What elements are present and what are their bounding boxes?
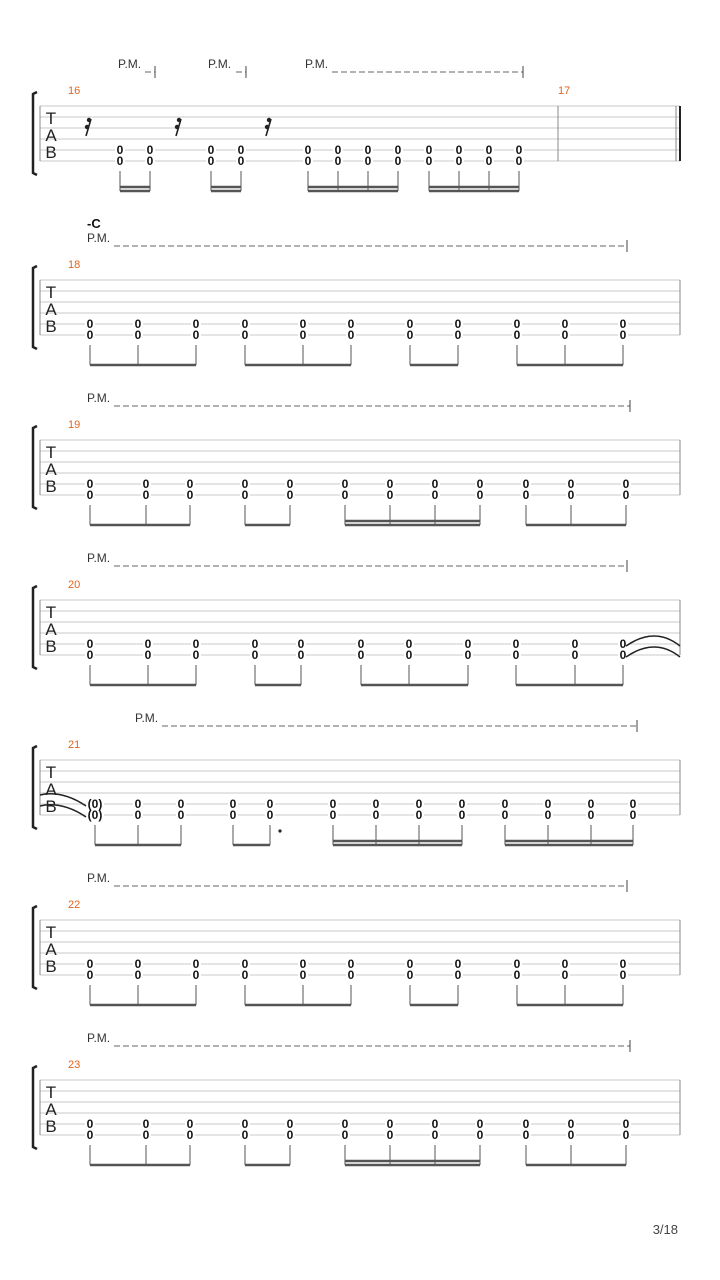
fret-number: 0: [476, 477, 484, 491]
fret-number: 0: [192, 957, 200, 971]
fret-number: 0: [116, 143, 124, 157]
fret-number: 0: [266, 808, 274, 822]
fret-number: 0: [207, 154, 215, 168]
system-bracket: [33, 92, 37, 175]
fret-number: 0: [86, 317, 94, 331]
tab-clef-letter-t: T: [45, 763, 57, 782]
fret-number: 0: [146, 143, 154, 157]
fret-number: 0: [186, 1117, 194, 1131]
measure-number: 17: [558, 85, 571, 97]
fret-number: 0: [405, 637, 413, 651]
fret-number: 0: [544, 808, 552, 822]
fret-number: 0: [186, 477, 194, 491]
fret-number: 0: [454, 968, 462, 982]
tab-system-3: [33, 391, 680, 525]
fret-number: 0: [431, 1117, 439, 1131]
fret-number: 0: [458, 808, 466, 822]
fret-number: 0: [357, 637, 365, 651]
palm-mute-label: P.M.: [87, 391, 111, 405]
fret-number: 0: [134, 797, 142, 811]
fret-number: 0: [177, 808, 185, 822]
tab-clef-letter-a: A: [45, 300, 57, 319]
system-bracket: [33, 426, 37, 509]
fret-number: 0: [241, 1128, 249, 1142]
fret-number: 0: [116, 154, 124, 168]
fret-number: 0: [406, 957, 414, 971]
fret-number: 0: [619, 328, 627, 342]
fret-number: 0: [86, 648, 94, 662]
fret-number: 0: [406, 328, 414, 342]
fret-number: 0: [86, 477, 94, 491]
tab-clef-letter-t: T: [45, 443, 57, 462]
fret-number: 0: [386, 1128, 394, 1142]
fret-number: 0: [619, 968, 627, 982]
system-bracket: [33, 746, 37, 829]
palm-mute-label: P.M.: [118, 57, 142, 71]
fret-number: 0: [619, 317, 627, 331]
tab-clef-letter-b: B: [45, 143, 57, 162]
tab-clef-letter-b: B: [45, 1117, 57, 1136]
fret-number: 0: [86, 1128, 94, 1142]
fret-number: 0: [286, 477, 294, 491]
fret-number: 0: [86, 488, 94, 502]
tab-clef-letter-a: A: [45, 940, 57, 959]
fret-number: 0: [207, 143, 215, 157]
fret-number: (0): [87, 808, 103, 822]
fret-number: 0: [431, 488, 439, 502]
tab-clef-letter-b: B: [45, 797, 57, 816]
fret-number: 0: [86, 957, 94, 971]
fret-number: 0: [229, 808, 237, 822]
fret-number: 0: [286, 1117, 294, 1131]
fret-number: 0: [134, 317, 142, 331]
palm-mute-label: P.M.: [208, 57, 232, 71]
fret-number: 0: [241, 317, 249, 331]
sixteenth-rest-icon: [265, 118, 271, 136]
tab-system-4: [33, 551, 680, 685]
fret-number: 0: [567, 488, 575, 502]
fret-number: 0: [192, 968, 200, 982]
palm-mute-label: P.M.: [135, 711, 159, 725]
tab-clef-letter-t: T: [45, 1083, 57, 1102]
fret-number: 0: [522, 1117, 530, 1131]
fret-number: 0: [415, 797, 423, 811]
fret-number: 0: [237, 154, 245, 168]
fret-number: 0: [142, 488, 150, 502]
fret-number: 0: [454, 328, 462, 342]
fret-number: 0: [425, 154, 433, 168]
fret-number: 0: [512, 637, 520, 651]
fret-number: 0: [622, 477, 630, 491]
fret-number: 0: [251, 648, 259, 662]
fret-number: 0: [513, 317, 521, 331]
fret-number: 0: [251, 637, 259, 651]
fret-number: 0: [237, 143, 245, 157]
fret-number: 0: [241, 488, 249, 502]
palm-mute-label: P.M.: [87, 1031, 111, 1045]
sixteenth-rest-icon: [85, 118, 91, 136]
fret-number: 0: [341, 1128, 349, 1142]
fret-number: 0: [304, 143, 312, 157]
fret-number: 0: [386, 1117, 394, 1131]
fret-number: 0: [86, 1117, 94, 1131]
fret-number: 0: [192, 648, 200, 662]
fret-number: 0: [341, 1117, 349, 1131]
fret-number: 0: [454, 957, 462, 971]
fret-number: 0: [347, 957, 355, 971]
fret-number: 0: [297, 637, 305, 651]
fret-number: 0: [241, 477, 249, 491]
fret-number: 0: [357, 648, 365, 662]
fret-number: 0: [286, 1128, 294, 1142]
fret-number: 0: [415, 808, 423, 822]
fret-number: 0: [629, 808, 637, 822]
tab-clef-letter-a: A: [45, 780, 57, 799]
fret-number: 0: [587, 797, 595, 811]
measure-number: 21: [68, 739, 81, 751]
fret-number: 0: [241, 1117, 249, 1131]
fret-number: 0: [394, 154, 402, 168]
fret-number: 0: [501, 797, 509, 811]
fret-number: 0: [522, 488, 530, 502]
fret-number: 0: [299, 968, 307, 982]
fret-number: 0: [476, 1117, 484, 1131]
fret-number: 0: [144, 637, 152, 651]
fret-number: 0: [622, 488, 630, 502]
fret-number: 0: [458, 797, 466, 811]
palm-mute-label: P.M.: [87, 231, 111, 245]
fret-number: 0: [229, 797, 237, 811]
tab-clef-letter-t: T: [45, 603, 57, 622]
fret-number: 0: [86, 637, 94, 651]
fret-number: 0: [561, 968, 569, 982]
fret-number: 0: [192, 637, 200, 651]
fret-number: 0: [394, 143, 402, 157]
fret-number: 0: [425, 143, 433, 157]
tab-clef-letter-a: A: [45, 1100, 57, 1119]
augmentation-dot: [278, 829, 281, 832]
fret-number: 0: [364, 154, 372, 168]
tab-clef-letter-t: T: [45, 923, 57, 942]
fret-number: 0: [142, 477, 150, 491]
tab-system-1: [33, 57, 680, 191]
fret-number: 0: [454, 317, 462, 331]
fret-number: 0: [364, 143, 372, 157]
tab-clef-letter-a: A: [45, 460, 57, 479]
fret-number: 0: [192, 328, 200, 342]
measure-number: 18: [68, 259, 81, 271]
fret-number: 0: [177, 797, 185, 811]
fret-number: 0: [86, 328, 94, 342]
tab-clef-letter-t: T: [45, 283, 57, 302]
tab-system-6: [33, 871, 680, 1005]
fret-number: 0: [134, 328, 142, 342]
tab-clef-letter-b: B: [45, 477, 57, 496]
fret-number: 0: [406, 317, 414, 331]
fret-number: 0: [386, 488, 394, 502]
fret-number: 0: [455, 154, 463, 168]
fret-number: (0): [87, 797, 103, 811]
fret-number: 0: [587, 808, 595, 822]
palm-mute-label: P.M.: [87, 871, 111, 885]
sixteenth-rest-icon: [175, 118, 181, 136]
fret-number: 0: [629, 797, 637, 811]
fret-number: 0: [146, 154, 154, 168]
fret-number: 0: [476, 488, 484, 502]
fret-number: 0: [619, 648, 627, 662]
fret-number: 0: [464, 648, 472, 662]
fret-number: 0: [515, 154, 523, 168]
fret-number: 0: [299, 317, 307, 331]
fret-number: 0: [561, 317, 569, 331]
fret-number: 0: [544, 797, 552, 811]
fret-number: 0: [501, 808, 509, 822]
fret-number: 0: [476, 1128, 484, 1142]
measure-number: 19: [68, 419, 81, 431]
fret-number: 0: [347, 968, 355, 982]
fret-number: 0: [142, 1117, 150, 1131]
fret-number: 0: [299, 328, 307, 342]
measure-number: 22: [68, 899, 81, 911]
fret-number: 0: [86, 968, 94, 982]
tab-clef-letter-a: A: [45, 126, 57, 145]
fret-number: 0: [522, 477, 530, 491]
fret-number: 0: [297, 648, 305, 662]
fret-number: 0: [372, 808, 380, 822]
tab-clef-letter-b: B: [45, 957, 57, 976]
fret-number: 0: [622, 1117, 630, 1131]
fret-number: 0: [192, 317, 200, 331]
fret-number: 0: [286, 488, 294, 502]
tab-system-2: [33, 231, 680, 365]
tab-system-5: [33, 711, 680, 845]
fret-number: 0: [431, 477, 439, 491]
fret-number: 0: [334, 154, 342, 168]
palm-mute-label: P.M.: [305, 57, 329, 71]
fret-number: 0: [513, 957, 521, 971]
palm-mute-label: P.M.: [87, 551, 111, 565]
fret-number: 0: [186, 488, 194, 502]
fret-number: 0: [567, 477, 575, 491]
fret-number: 0: [134, 957, 142, 971]
fret-number: 0: [341, 488, 349, 502]
fret-number: 0: [386, 477, 394, 491]
tab-clef-letter-b: B: [45, 317, 57, 336]
fret-number: 0: [619, 957, 627, 971]
fret-number: 0: [347, 317, 355, 331]
fret-number: 0: [515, 143, 523, 157]
fret-number: 0: [186, 1128, 194, 1142]
fret-number: 0: [406, 968, 414, 982]
system-bracket: [33, 1066, 37, 1149]
tab-clef-letter-a: A: [45, 620, 57, 639]
fret-number: 0: [431, 1128, 439, 1142]
system-bracket: [33, 266, 37, 349]
fret-number: 0: [567, 1117, 575, 1131]
fret-number: 0: [266, 797, 274, 811]
system-bracket: [33, 586, 37, 669]
system-bracket: [33, 906, 37, 989]
fret-number: 0: [522, 1128, 530, 1142]
fret-number: 0: [512, 648, 520, 662]
fret-number: 0: [619, 637, 627, 651]
fret-number: 0: [144, 648, 152, 662]
fret-number: 0: [513, 328, 521, 342]
fret-number: 0: [142, 1128, 150, 1142]
fret-number: 0: [334, 143, 342, 157]
fret-number: 0: [299, 957, 307, 971]
fret-number: 0: [347, 328, 355, 342]
fret-number: 0: [571, 637, 579, 651]
fret-number: 0: [513, 968, 521, 982]
tab-clef-letter-b: B: [45, 637, 57, 656]
tab-system-7: [33, 1031, 680, 1165]
fret-number: 0: [567, 1128, 575, 1142]
fret-number: 0: [485, 143, 493, 157]
section-marker: -C: [87, 216, 101, 231]
measure-number: 20: [68, 579, 81, 591]
fret-number: 0: [561, 328, 569, 342]
tab-clef-letter-t: T: [45, 109, 57, 128]
fret-number: 0: [134, 808, 142, 822]
fret-number: 0: [464, 637, 472, 651]
fret-number: 0: [134, 968, 142, 982]
fret-number: 0: [455, 143, 463, 157]
fret-number: 0: [622, 1128, 630, 1142]
fret-number: 0: [561, 957, 569, 971]
fret-number: 0: [372, 797, 380, 811]
fret-number: 0: [329, 808, 337, 822]
fret-number: 0: [241, 968, 249, 982]
fret-number: 0: [241, 957, 249, 971]
measure-number: 23: [68, 1059, 81, 1071]
fret-number: 0: [341, 477, 349, 491]
fret-number: 0: [241, 328, 249, 342]
page-number: 3/18: [652, 1222, 678, 1237]
fret-number: 0: [405, 648, 413, 662]
fret-number: 0: [304, 154, 312, 168]
fret-number: 0: [329, 797, 337, 811]
fret-number: 0: [485, 154, 493, 168]
measure-number: 16: [68, 85, 81, 97]
fret-number: 0: [571, 648, 579, 662]
